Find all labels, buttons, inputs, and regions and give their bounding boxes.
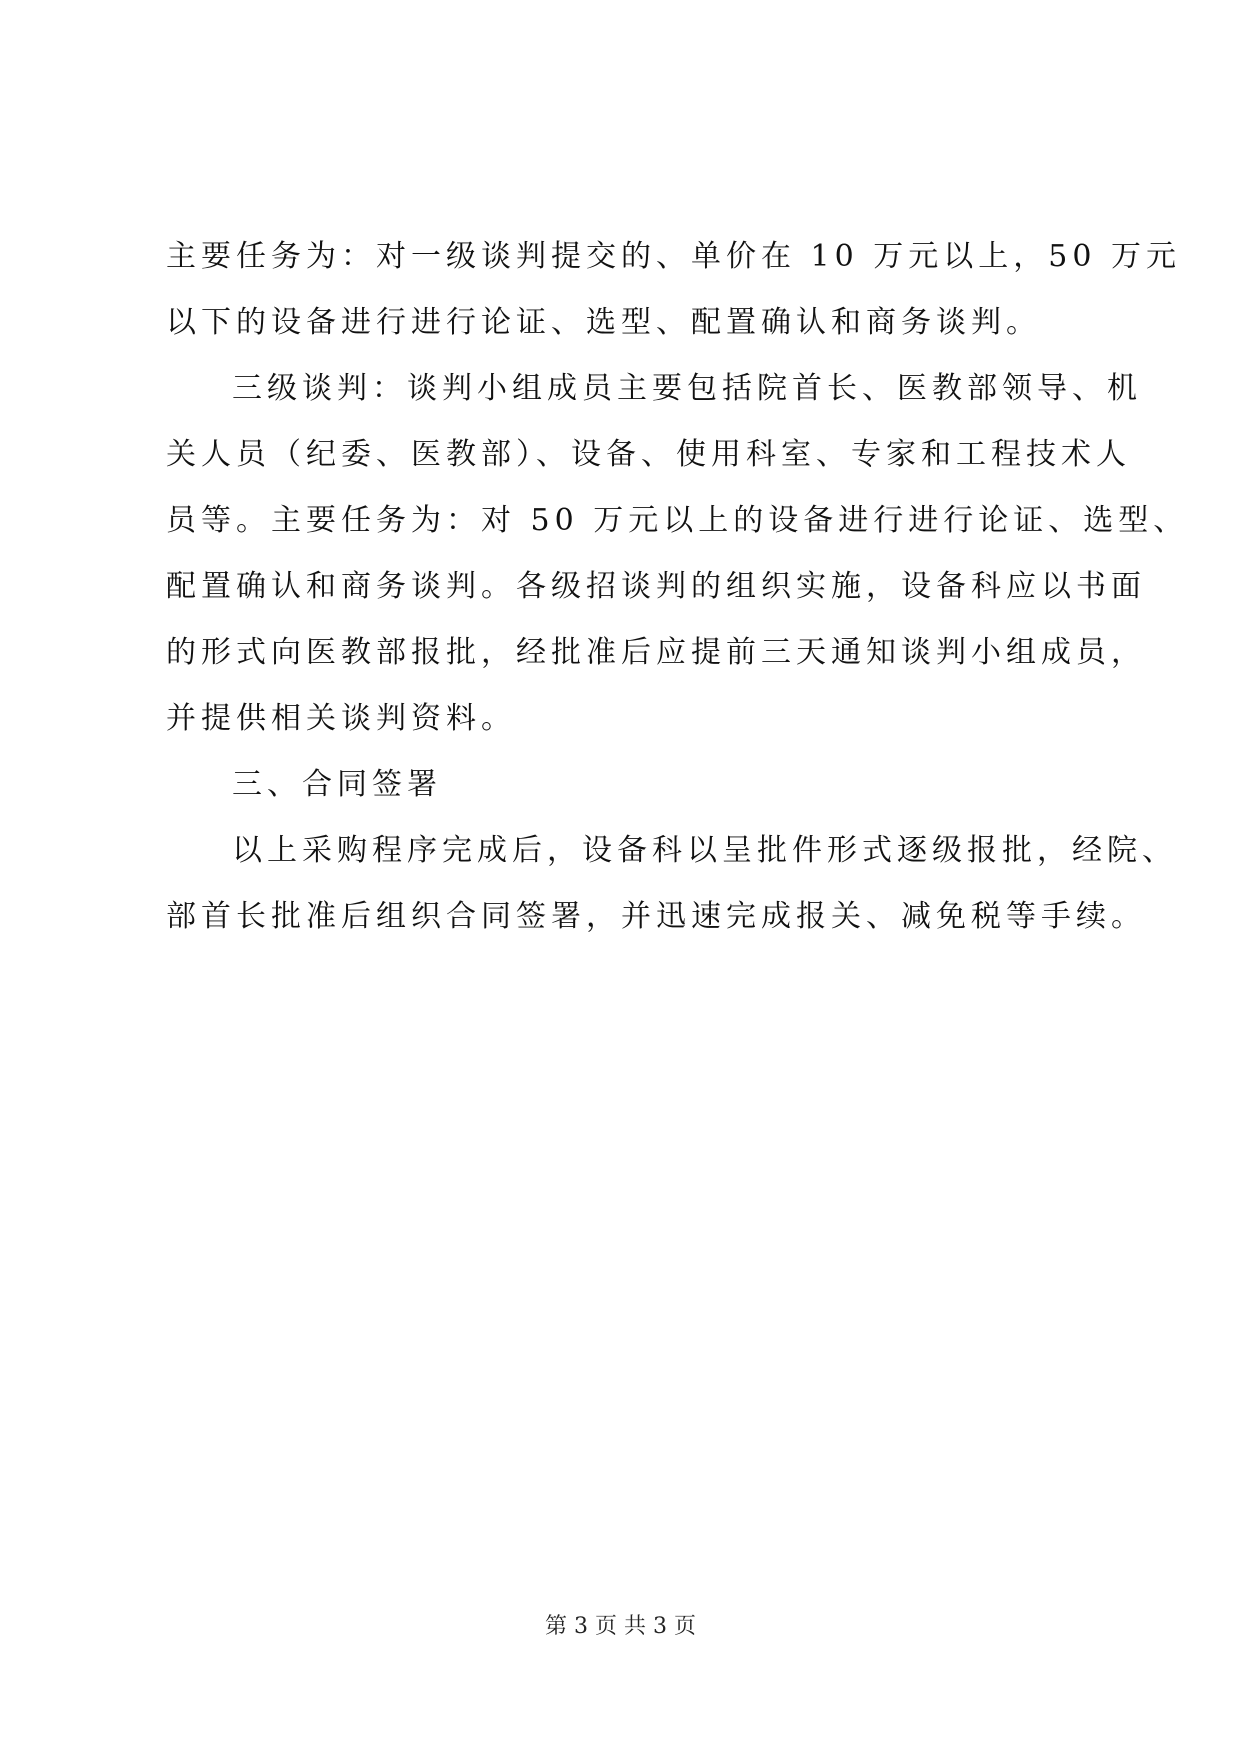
body-line: 配置确认和商务谈判。各级招谈判的组织实施，设备科应以书面 [166,569,1146,604]
paragraph-start-line: 以上采购程序完成后，设备科以呈批件形式逐级报批，经院、 [232,833,1177,868]
section-heading: 三、合同签署 [232,767,442,802]
document-body [166,232,1189,958]
body-line: 的形式向医教部报批，经批准后应提前三天通知谈判小组成员， [166,635,1146,670]
body-line: 并提供相关谈判资料。 [166,701,516,736]
body-line: 以下的设备进行进行论证、选型、配置确认和商务谈判。 [166,305,1041,340]
body-line: 部首长批准后组织合同签署，并迅速完成报关、减免税等手续。 [166,899,1146,934]
body-line: 关人员（纪委、医教部）、设备、使用科室、专家和工程技术人 [166,437,1131,472]
body-line: 主要任务为：对一级谈判提交的、单价在 10 万元以上，50 万元 [166,239,1181,274]
paragraph-start-line: 三级谈判：谈判小组成员主要包括院首长、医教部领导、机 [232,371,1142,406]
page-footer: 第 3 页 共 3 页 [545,1614,696,1639]
body-line: 员等。主要任务为：对 50 万元以上的设备进行进行论证、选型、 [166,503,1189,538]
